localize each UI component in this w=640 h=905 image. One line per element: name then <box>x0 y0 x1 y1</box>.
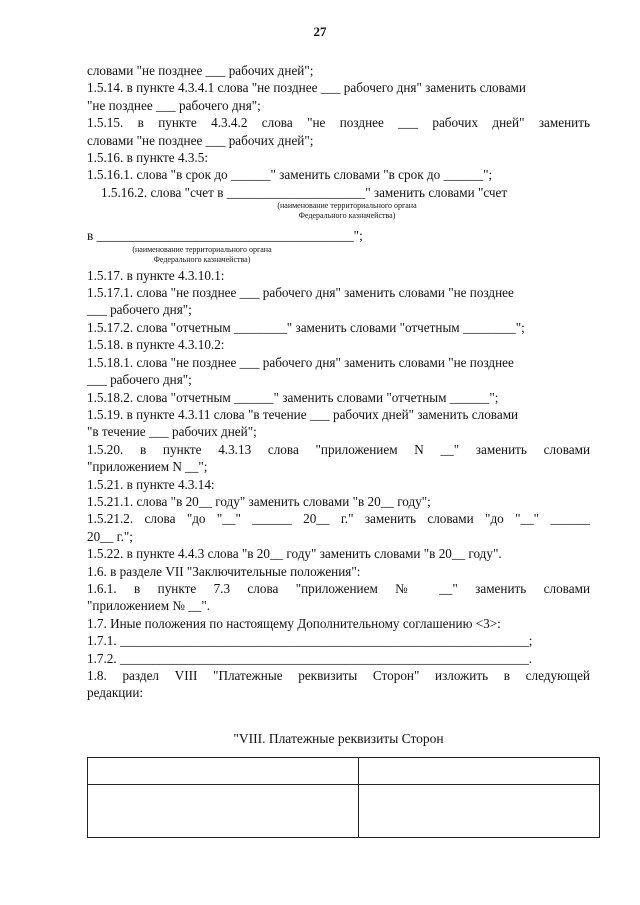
caption-territorial-organ: (наименование территориального органа Федерального казначейства) <box>277 201 417 221</box>
text-line: 1.5.16. в пункте 4.3.5: <box>87 150 208 166</box>
text-line: 1.5.19. в пункте 4.3.11 слова "в течение ___ рабочих дней" заменить словами <box>87 406 519 422</box>
text-line: ___ рабочего дня"; <box>87 302 192 318</box>
text-line: 1.7. Иные положения по настоящему Дополнительному соглашению <3>: <box>87 615 501 631</box>
text-line: 1.5.17. в пункте 4.3.10.1: <box>87 267 225 283</box>
text-line: 1.5.16.1. слова "в срок до ______" заменить словами "в срок до ______"; <box>87 167 493 183</box>
text-line: 1.7.1. ______________________________________________________________; <box>87 633 533 649</box>
text-line: 1.8. раздел VIII "Платежные реквизиты Сторон" изложить в следующей <box>87 668 590 683</box>
table-cell <box>88 785 359 838</box>
text-line: 1.6. в разделе VII "Заключительные положения": <box>87 563 361 579</box>
text-line: "приложением N __"; <box>87 459 208 475</box>
text-line: 1.5.15. в пункте 4.3.4.2 слова "не позднее ___ рабочих дней" заменить <box>87 115 590 131</box>
text-line: 20__ г."; <box>87 528 133 544</box>
text-line: в _______________________________________"; <box>87 228 363 244</box>
table-cell <box>359 785 600 838</box>
text-line: ___ рабочего дня"; <box>87 372 192 388</box>
text-line: 1.6.1. в пункте 7.3 слова "приложением № __" заменить словами <box>87 580 590 596</box>
text-line: "не позднее ___ рабочего дня"; <box>87 97 261 113</box>
text-line: редакции: <box>87 685 144 701</box>
text-line: 1.5.17.1. слова "не позднее ___ рабочего дня" заменить словами "не позднее <box>87 285 514 301</box>
table-cell <box>88 758 359 785</box>
text-line: словами "не позднее ___ рабочих дней"; <box>87 132 314 148</box>
text-line: 1.5.18.1. слова "не позднее ___ рабочего дня" заменить словами "не позднее <box>87 354 514 370</box>
payment-details-table <box>87 757 600 838</box>
text-line: 1.5.21.1. слова "в 20__ году" заменить словами "в 20__ году"; <box>87 493 431 509</box>
text-line: 1.5.18.2. слова "отчетным ______" заменить словами "отчетным ______"; <box>87 389 499 405</box>
document-body <box>87 62 590 761</box>
text-line: 1.5.20. в пункте 4.3.13 слова "приложением N __" заменить словами <box>87 441 590 457</box>
text-line: 1.5.14. в пункте 4.3.4.1 слова "не позднее ___ рабочего дня" заменить словами <box>87 80 526 96</box>
table-row <box>88 785 600 838</box>
caption-territorial-organ: (наименование территориального органа Федерального казначейства) <box>132 244 272 264</box>
table-cell <box>359 758 600 785</box>
text-line: 1.5.22. в пункте 4.4.3 слова "в 20__ году" заменить словами "в 20__ году". <box>87 546 502 562</box>
page-number: 27 <box>313 24 327 39</box>
text-line: словами "не позднее ___ рабочих дней"; <box>87 63 314 78</box>
text-line: 1.5.16.2. слова "счет в _____________________" заменить словами "счет <box>101 184 508 200</box>
text-line: 1.5.17.2. слова "отчетным ________" заменить словами "отчетным ________"; <box>87 319 525 335</box>
text-line: 1.5.21. в пункте 4.3.14: <box>87 476 215 492</box>
text-line: "в течение ___ рабочих дней"; <box>87 424 257 440</box>
text-line: 1.5.18. в пункте 4.3.10.2: <box>87 337 225 353</box>
text-line: 1.7.2. ______________________________________________________________. <box>87 650 533 666</box>
table-row <box>88 758 600 785</box>
text-line: "приложением № __". <box>87 598 211 614</box>
section-title: "VIII. Платежные реквизиты Сторон <box>233 730 444 746</box>
text-line: 1.5.21.2. слова "до "__" ______ 20__ г." заменить словами "до "__" ______ <box>87 511 590 527</box>
